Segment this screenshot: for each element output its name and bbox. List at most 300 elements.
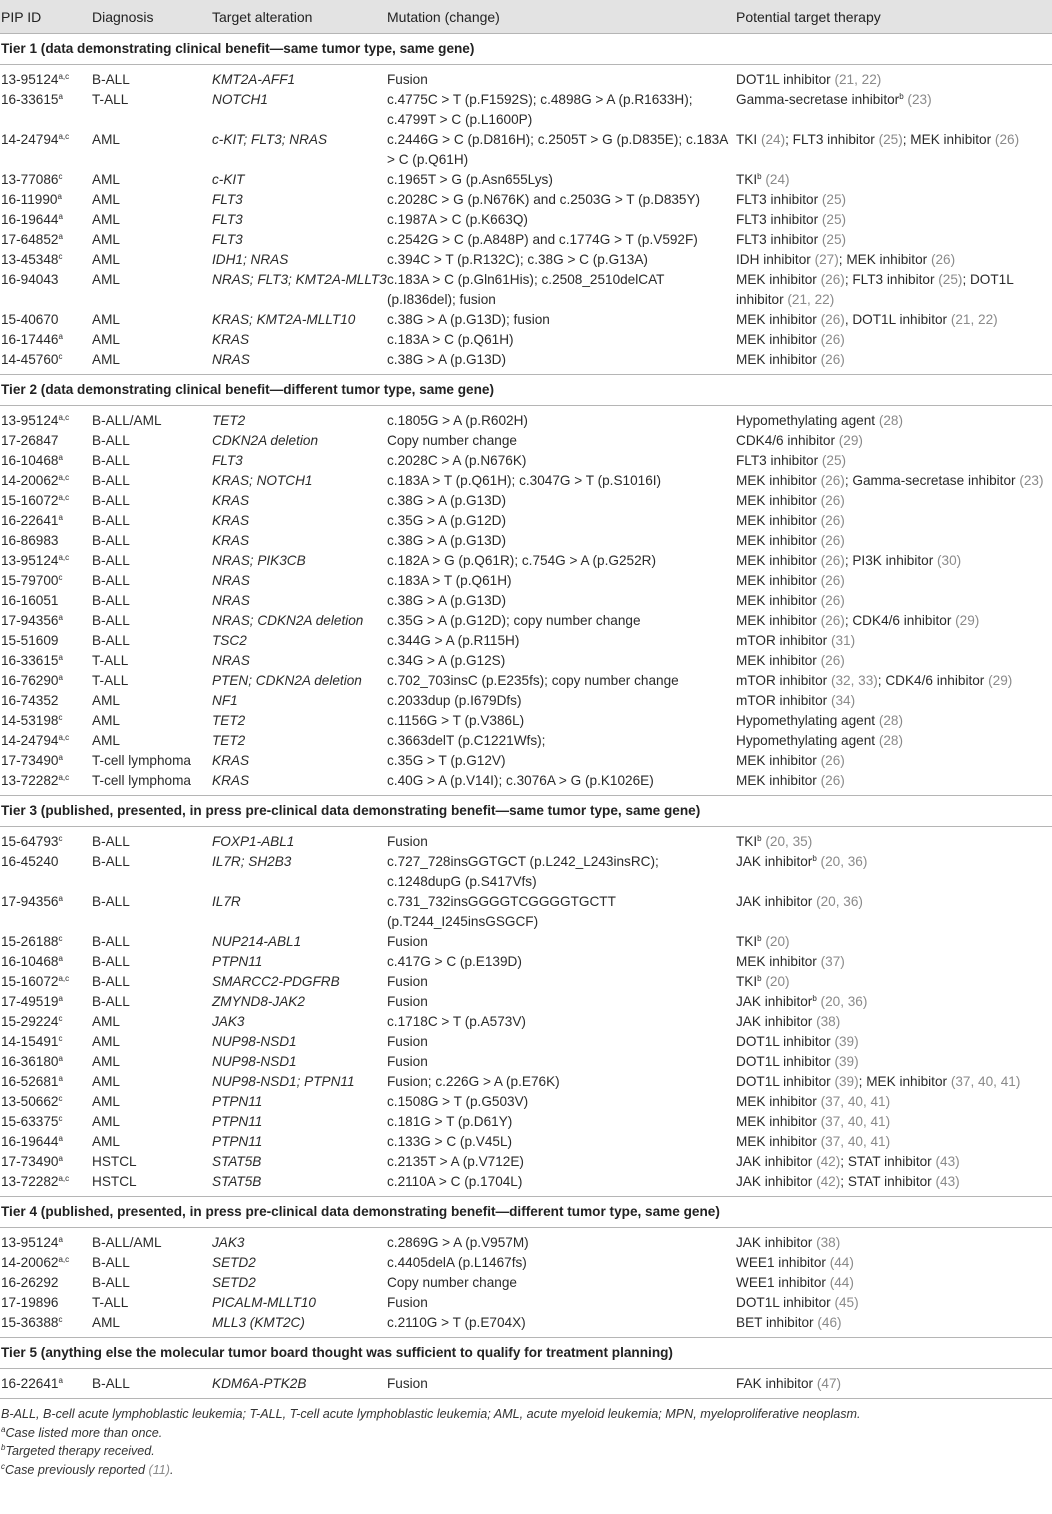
therapy-reference[interactable]: (26) [820,533,845,548]
therapy-reference[interactable]: (30) [937,553,962,568]
therapy-reference[interactable]: (26) [820,352,845,367]
therapy-text: DOT1L inhibitor [736,1074,835,1089]
therapy-text: FLT3 inhibitor [736,232,822,247]
cell-mutation: Copy number change [387,433,517,448]
therapy-reference[interactable]: (44) [829,1275,854,1290]
therapy-reference[interactable]: (39) [834,1034,859,1049]
therapy-text: MEK inhibitor [736,493,821,508]
therapy-text: ; MEK inhibitor [902,132,995,147]
cell-diagnosis: AML [92,352,120,367]
pip-id: 14-20062 [1,473,59,488]
therapy-reference[interactable]: (26) [820,573,845,588]
cell-potential-therapy [736,170,1052,190]
cell-pip-id [0,952,92,972]
pip-id-footnote-mark: a,c [58,1174,70,1183]
cell-pip-id [0,1052,92,1072]
pip-id: 17-19896 [1,1295,59,1310]
table-row [0,471,1052,491]
pip-id: 13-95124 [1,413,59,428]
cell-potential-therapy [736,1112,1052,1132]
cell-mutation: Fusion [387,1295,428,1310]
therapy-text: ; MEK inhibitor [838,252,931,267]
cell-potential-therapy [736,972,1052,992]
therapy-reference[interactable]: (24) [765,172,790,187]
pip-id: 15-29224 [1,1014,59,1029]
table-row [0,1112,1052,1132]
table-row [0,1172,1052,1197]
table-row [0,952,1052,972]
table-row [0,591,1052,611]
cell-potential-therapy [736,1293,1052,1313]
table-row [0,551,1052,571]
cell-potential-therapy [736,431,1052,451]
cell-potential-therapy [736,350,1052,375]
pip-id-footnote-mark: a [58,1376,63,1385]
cell-diagnosis: B-ALL [92,473,130,488]
cell-diagnosis: AML [92,332,120,347]
therapy-reference[interactable]: (20, 36) [820,994,868,1009]
cell-target-alteration: SETD2 [212,1275,256,1290]
therapy-reference[interactable]: (27) [814,252,839,267]
therapy-reference[interactable]: (46) [817,1315,842,1330]
cell-mutation: c.2869G > A (p.V957M) [387,1235,529,1250]
therapy-reference[interactable]: (37, 40, 41) [820,1134,891,1149]
cell-pip-id [0,1152,92,1172]
therapy-text: MEK inhibitor [736,1094,821,1109]
therapy-text: ; STAT inhibitor [840,1154,936,1169]
pip-id: 15-16072 [1,493,59,508]
therapy-text: FLT3 inhibitor [736,453,822,468]
therapy-reference[interactable]: (26) [820,753,845,768]
cell-pip-id [0,431,92,451]
cell-diagnosis: HSTCL [92,1154,137,1169]
therapy-reference[interactable]: (20) [765,974,790,989]
cell-diagnosis: AML [92,252,120,267]
cell-potential-therapy [736,406,1052,432]
therapy-reference[interactable]: (20, 36) [816,894,863,909]
therapy-reference[interactable]: (25) [821,232,847,247]
therapy-reference[interactable]: (26) [930,252,956,267]
therapy-reference[interactable]: (28) [878,713,904,728]
table-row [0,771,1052,796]
cell-pip-id [0,631,92,651]
pip-id: 15-51609 [1,633,59,648]
cell-mutation: c.183A > C (p.Gln61His); c.2508_2510delCAT (p.I836del); fusion [387,272,665,307]
cell-diagnosis: AML [92,1094,120,1109]
cell-diagnosis: T-ALL [92,1295,129,1310]
pip-id: 15-36388 [1,1315,59,1330]
therapy-reference[interactable]: (39) [834,1054,859,1069]
cell-target-alteration: ZMYND8-JAK2 [212,994,305,1009]
cell-mutation: c.2028C > A (p.N676K) [387,453,527,468]
therapy-reference[interactable]: (37) [820,954,845,969]
cell-diagnosis: B-ALL [92,593,130,608]
cell-potential-therapy [736,671,1052,691]
therapy-text: MEK inhibitor [736,533,821,548]
cell-potential-therapy [736,1092,1052,1112]
therapy-reference[interactable]: (26) [820,332,845,347]
pip-id-footnote-mark: a [58,994,63,1003]
pip-id-footnote-mark: a,c [58,974,70,983]
cell-pip-id [0,1313,92,1338]
cell-mutation: c.183A > T (p.Q61H) [387,573,512,588]
cell-potential-therapy [736,691,1052,711]
therapy-reference[interactable]: (26) [820,773,845,788]
therapy-reference[interactable]: (23) [1019,473,1044,488]
therapy-reference[interactable]: (34) [830,693,856,708]
table-row [0,1132,1052,1152]
cell-diagnosis: AML [92,272,120,287]
therapy-reference[interactable]: (38) [816,1235,841,1250]
therapy-text: Gamma-secretase inhibitor [736,92,900,107]
therapy-reference[interactable]: (26) [820,473,845,488]
cell-target-alteration: NRAS [212,653,250,668]
cell-diagnosis: B-ALL [92,433,130,448]
cell-diagnosis: AML [92,192,120,207]
pip-id-footnote-mark: c [58,1114,63,1123]
therapy-text: MEK inhibitor [736,753,821,768]
cell-potential-therapy [736,130,1052,170]
pip-id-footnote-mark: a,c [58,493,70,502]
therapy-reference[interactable]: (26) [820,593,845,608]
cell-target-alteration: NRAS; CDKN2A deletion [212,613,364,628]
cell-potential-therapy [736,330,1052,350]
cell-potential-therapy [736,531,1052,551]
cell-potential-therapy [736,1172,1052,1197]
cell-target-alteration: c-KIT [212,172,245,187]
therapy-text: TKI [736,934,758,949]
table-row [0,90,1052,130]
therapy-text: MEK inhibitor [736,613,821,628]
therapy-reference[interactable]: (20, 35) [765,834,813,849]
cell-target-alteration: NF1 [212,693,238,708]
therapy-reference[interactable]: (28) [878,733,904,748]
footnote-c-end: . [169,1462,174,1477]
therapy-text: DOT1L inhibitor [736,1295,835,1310]
cell-mutation: c.1718C > T (p.A573V) [387,1014,526,1029]
pip-id: 16-76290 [1,673,59,688]
therapy-reference[interactable]: (26) [994,132,1020,147]
cell-target-alteration: PICALM-MLLT10 [212,1295,316,1310]
therapy-text: JAK inhibitor [736,1235,817,1250]
therapy-reference[interactable]: (29) [955,613,980,628]
cell-diagnosis: B-ALL [92,573,130,588]
pip-id-footnote-mark: a,c [58,1255,70,1264]
cell-target-alteration: FLT3 [212,232,243,247]
therapy-reference[interactable]: (42) [816,1174,841,1189]
therapy-text: TKI [736,834,758,849]
therapy-reference[interactable]: (43) [935,1154,960,1169]
cell-mutation: c.35G > A (p.G12D) [387,513,507,528]
therapy-reference[interactable]: (42) [816,1154,841,1169]
cell-diagnosis: HSTCL [92,1174,137,1189]
cell-diagnosis: B-ALL [92,553,130,568]
pip-id: 17-94356 [1,613,59,628]
cell-diagnosis: B-ALL [92,633,130,648]
pip-id: 15-16072 [1,974,59,989]
pip-id-footnote-mark: a,c [58,733,70,742]
pip-id: 15-64793 [1,834,59,849]
pip-id-footnote-mark: a [58,1235,63,1244]
table-row [0,1032,1052,1052]
cell-target-alteration: NRAS; FLT3; KMT2A-MLLT3 [212,272,387,287]
table-row [0,932,1052,952]
therapy-reference[interactable]: (20) [765,934,790,949]
table-row [0,827,1052,853]
cell-pip-id [0,932,92,952]
cell-diagnosis: B-ALL [92,513,130,528]
therapy-reference[interactable]: (23) [907,92,932,107]
cell-diagnosis: B-ALL [92,954,130,969]
cell-mutation: c.2135T > A (p.V712E) [387,1154,524,1169]
cell-potential-therapy [736,827,1052,853]
therapy-reference[interactable]: (26) [820,312,845,327]
table-row [0,406,1052,432]
therapy-reference[interactable]: (21, 22) [950,312,998,327]
pip-id: 14-15491 [1,1034,59,1049]
cell-potential-therapy [736,992,1052,1012]
cell-mutation: c.1987A > C (p.K663Q) [387,212,528,227]
pip-id-footnote-mark: a [58,673,63,682]
therapy-text: MEK inhibitor [736,1134,821,1149]
therapy-text: MEK inhibitor [736,573,821,588]
cell-potential-therapy [736,852,1052,892]
therapy-text: TKI [736,132,761,147]
cell-pip-id [0,711,92,731]
cell-potential-therapy [736,771,1052,796]
cell-potential-therapy [736,250,1052,270]
therapy-text: ; CDK4/6 inhibitor [844,613,956,628]
therapy-reference[interactable]: (21, 22) [834,72,882,87]
therapy-text: Hypomethylating agent [736,733,879,748]
therapy-reference[interactable]: (26) [820,493,845,508]
therapy-reference[interactable]: (37, 40, 41) [820,1114,891,1129]
cell-target-alteration: MLL3 (KMT2C) [212,1315,305,1330]
therapy-reference[interactable]: (26) [820,513,845,528]
pip-id: 14-45760 [1,352,59,367]
cell-pip-id [0,571,92,591]
therapy-reference[interactable]: (37, 40, 41) [820,1094,891,1109]
pip-id: 16-10468 [1,453,59,468]
pip-id: 15-79700 [1,573,59,588]
therapy-reference[interactable]: (43) [935,1174,960,1189]
pip-id-footnote-mark: a [58,653,63,662]
therapy-reference[interactable]: (29) [838,433,863,448]
cell-pip-id [0,591,92,611]
pip-id-footnote-mark: c [58,834,63,843]
therapy-reference[interactable]: (24) [760,132,786,147]
pip-id-footnote-mark: a [57,192,62,201]
tier-heading-row [0,1338,1052,1369]
cell-pip-id [0,1273,92,1293]
cell-diagnosis: AML [92,1014,120,1029]
cell-pip-id [0,611,92,631]
footnote-b-mark: b [1,1443,6,1452]
therapy-reference[interactable]: (26) [820,553,845,568]
cell-potential-therapy [736,932,1052,952]
cell-target-alteration: NUP98-NSD1 [212,1034,297,1049]
cell-mutation: c.394C > T (p.R132C); c.38G > C (p.G13A) [387,252,648,267]
therapy-footnote-mark: b [757,934,762,943]
cell-mutation: c.38G > A (p.G13D) [387,533,507,548]
cell-mutation: c.4775C > T (p.F1592S); c.4898G > A (p.R1633H); c.4799T > C (p.L1600P) [387,92,693,127]
cell-target-alteration: FLT3 [212,453,243,468]
cell-mutation: c.35G > A (p.G12D); copy number change [387,613,641,628]
therapy-text: FLT3 inhibitor [736,192,822,207]
therapy-text: ; FLT3 inhibitor [844,272,939,287]
therapy-text: WEE1 inhibitor [736,1275,830,1290]
therapy-reference[interactable]: (38) [816,1014,841,1029]
table-row [0,431,1052,451]
table-row [0,751,1052,771]
therapy-reference[interactable]: (32, 33) [830,673,878,688]
therapy-text: MEK inhibitor [736,1114,821,1129]
pip-id-footnote-mark: a [58,332,63,341]
therapy-reference[interactable]: (25) [821,453,847,468]
therapy-text: JAK inhibitor [736,894,817,909]
cell-target-alteration: PTPN11 [212,1094,263,1109]
cell-diagnosis: AML [92,1074,120,1089]
cell-mutation: c.34G > A (p.G12S) [387,653,506,668]
therapy-reference[interactable]: (28) [878,413,904,428]
therapy-text: IDH inhibitor [736,252,815,267]
pip-id-footnote-mark: a [58,894,63,903]
therapy-reference[interactable]: (21, 22) [787,292,835,307]
therapy-text: TKI [736,974,758,989]
cell-mutation: Fusion; c.226G > A (p.E76K) [387,1074,560,1089]
cell-potential-therapy [736,1313,1052,1338]
cell-diagnosis: AML [92,312,120,327]
pip-id: 16-22641 [1,1376,59,1391]
therapy-reference[interactable]: (20, 36) [820,854,868,869]
cell-mutation: Fusion [387,1376,428,1391]
header-mutation: Mutation (change) [387,0,736,34]
table-header-row [0,0,1052,34]
pip-id-footnote-mark: a,c [58,72,70,81]
cell-pip-id [0,1112,92,1132]
table-row [0,250,1052,270]
therapy-reference[interactable]: (26) [820,272,845,287]
cell-mutation: c.1965T > G (p.Asn655Lys) [387,172,553,187]
therapy-reference[interactable]: (26) [820,613,845,628]
cell-mutation: c.4405delA (p.L1467fs) [387,1255,527,1270]
cell-diagnosis: B-ALL [92,1275,130,1290]
cell-target-alteration: TET2 [212,413,246,428]
cell-pip-id [0,65,92,91]
therapy-text: JAK inhibitor [736,994,813,1009]
cell-mutation: c.1508G > T (p.G503V) [387,1094,529,1109]
cell-potential-therapy [736,731,1052,751]
pip-id: 15-40670 [1,312,59,327]
therapy-text: MEK inhibitor [736,593,821,608]
pip-id: 16-10468 [1,954,59,969]
cell-mutation: c.2110A > C (p.1704L) [387,1174,523,1189]
pip-id: 16-94043 [1,272,59,287]
table-row [0,1369,1052,1399]
therapy-text: DOT1L inhibitor [736,1034,835,1049]
therapy-reference[interactable]: (45) [834,1295,859,1310]
cell-diagnosis: AML [92,172,120,187]
table-row [0,1152,1052,1172]
cell-target-alteration: FLT3 [212,212,243,227]
cell-diagnosis: T-ALL [92,653,129,668]
therapy-footnote-mark: b [757,172,762,181]
cell-potential-therapy [736,190,1052,210]
therapy-reference[interactable]: (37, 40, 41) [950,1074,1021,1089]
cell-potential-therapy [736,1032,1052,1052]
cell-mutation: c.40G > A (p.V14I); c.3076A > G (p.K1026E) [387,773,654,788]
table-row [0,1092,1052,1112]
cell-pip-id [0,1253,92,1273]
table-row [0,1273,1052,1293]
pip-id: 14-53198 [1,713,59,728]
tier-heading-row [0,375,1052,406]
cell-diagnosis: B-ALL/AML [92,413,162,428]
cell-target-alteration: TET2 [212,733,246,748]
pip-id: 13-95124 [1,553,59,568]
therapy-footnote-mark: b [757,834,762,843]
table-row [0,270,1052,310]
cell-target-alteration: SMARCC2-PDGFRB [212,974,340,989]
tier-heading-row [0,796,1052,827]
therapy-text: MEK inhibitor [736,553,821,568]
cell-pip-id [0,491,92,511]
therapy-text: MEK inhibitor [736,352,821,367]
therapy-text: MEK inhibitor [736,272,821,287]
therapy-text: WEE1 inhibitor [736,1255,830,1270]
therapy-reference[interactable]: (29) [988,673,1013,688]
table-row [0,230,1052,250]
cell-diagnosis: AML [92,1054,120,1069]
therapy-text: FLT3 inhibitor [736,212,822,227]
footnote-c-reference[interactable]: (11) [148,1462,170,1477]
cell-pip-id [0,1228,92,1254]
therapy-text: JAK inhibitor [736,1174,817,1189]
cell-mutation: c.35G > T (p.G12V) [387,753,506,768]
therapy-reference[interactable]: (44) [829,1255,854,1270]
pip-id: 16-16051 [1,593,59,608]
pip-id: 16-86983 [1,533,59,548]
pip-id: 13-77086 [1,172,59,187]
cell-diagnosis: AML [92,713,120,728]
therapy-reference[interactable]: (25) [938,272,963,287]
therapy-text: BET inhibitor [736,1315,818,1330]
cell-target-alteration: KMT2A-AFF1 [212,72,296,87]
therapy-reference[interactable]: (47) [816,1376,842,1391]
cell-mutation: Fusion [387,974,428,989]
therapy-text: mTOR inhibitor [736,633,831,648]
cell-diagnosis: B-ALL [92,894,130,909]
cell-pip-id [0,190,92,210]
cell-target-alteration: NUP98-NSD1; PTPN11 [212,1074,355,1089]
table-row [0,130,1052,170]
cell-potential-therapy [736,892,1052,932]
therapy-reference[interactable]: (26) [820,653,845,668]
cell-pip-id [0,170,92,190]
cell-pip-id [0,511,92,531]
therapy-reference[interactable]: (31) [830,633,856,648]
table-row [0,611,1052,631]
pip-id: 17-94356 [1,894,59,909]
therapy-text: MEK inhibitor [736,473,821,488]
cell-potential-therapy [736,1052,1052,1072]
therapy-reference[interactable]: (25) [821,212,847,227]
therapy-reference[interactable]: (25) [878,132,903,147]
pip-id-footnote-mark: a,c [58,773,70,782]
cell-target-alteration: FOXP1-ABL1 [212,834,295,849]
therapy-reference[interactable]: (25) [821,192,847,207]
therapy-reference[interactable]: (39) [834,1074,859,1089]
